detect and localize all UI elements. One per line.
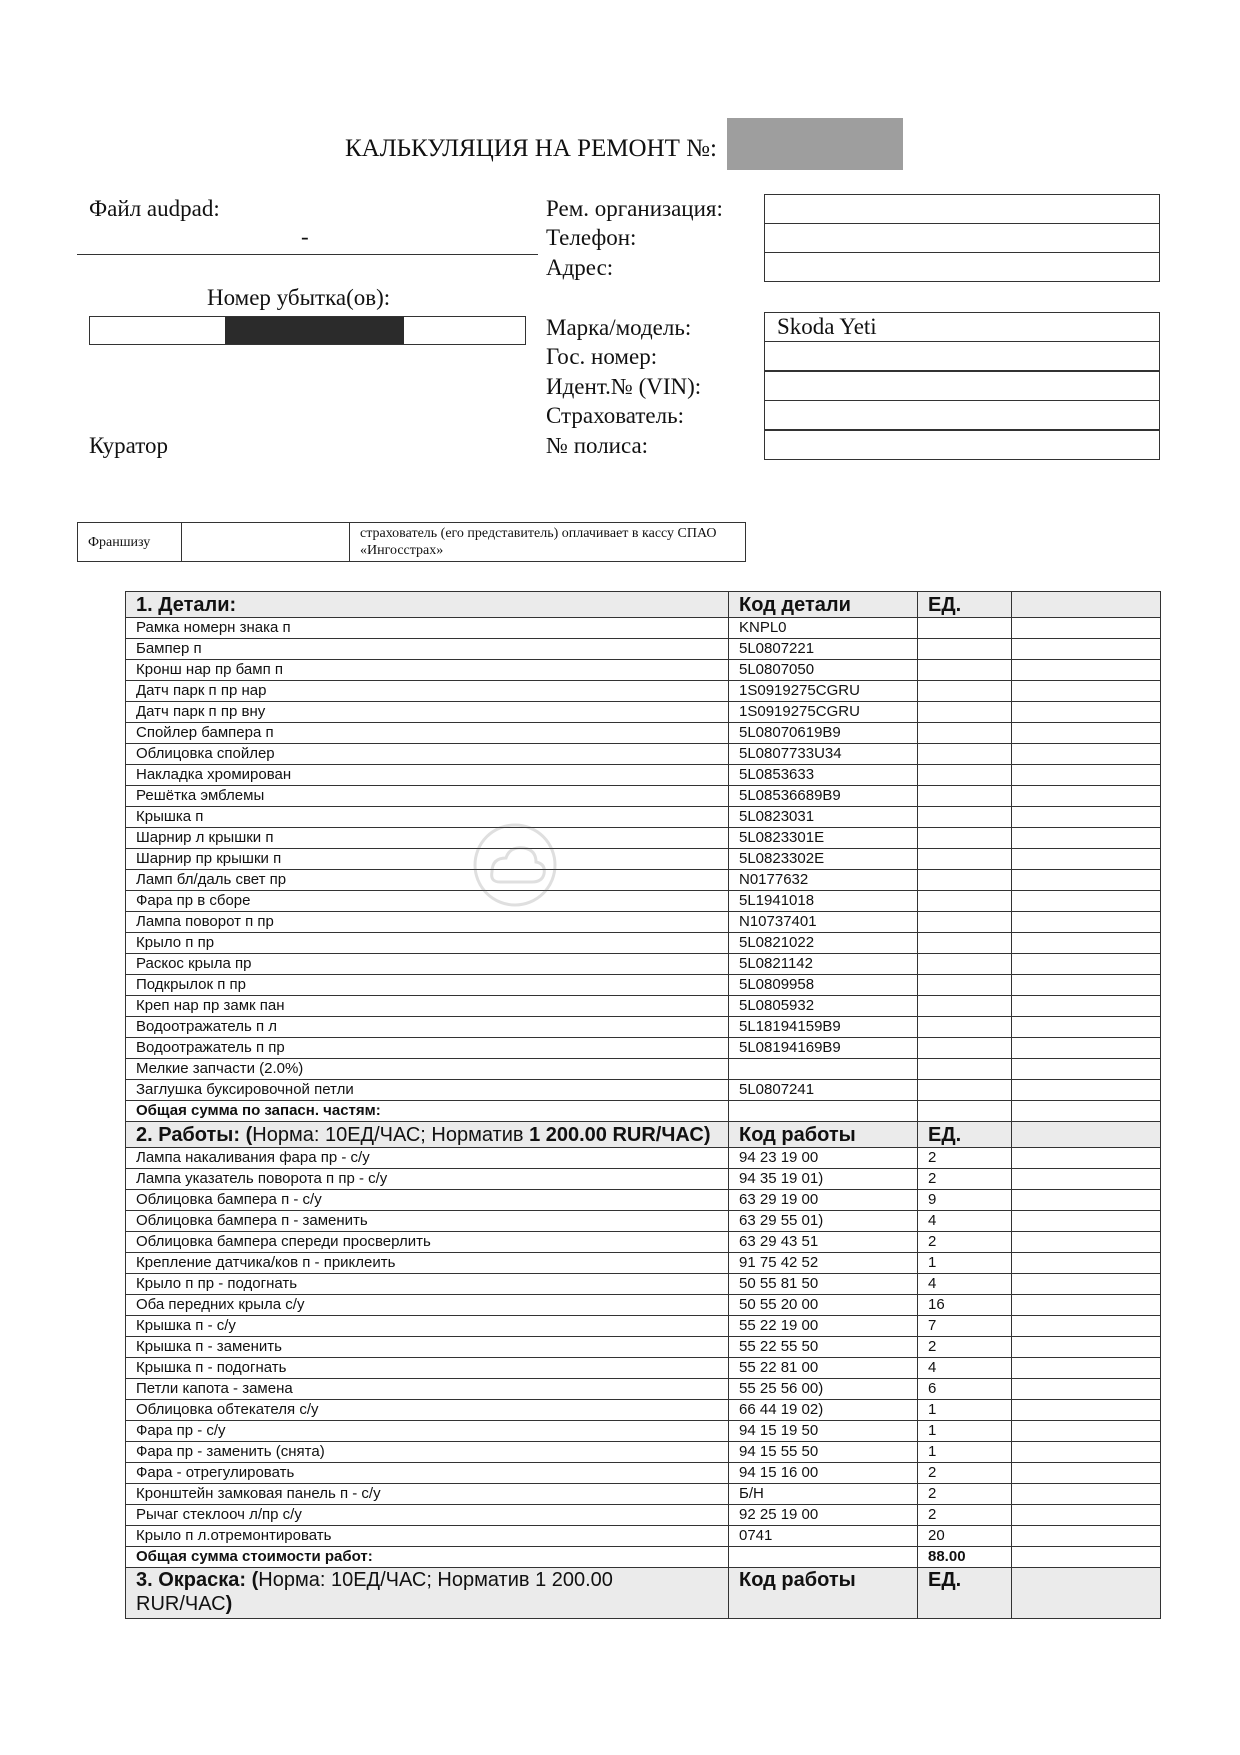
part-code: 5L0823301E [729,828,918,849]
work-units: 16 [918,1295,1012,1316]
work-code: 55 25 56 00) [729,1379,918,1400]
works-total-value: 88.00 [918,1547,1012,1568]
parts-total-label: Общая сумма по запасн. частям: [126,1101,729,1122]
work-code: 50 55 20 00 [729,1295,918,1316]
work-units: 2 [918,1148,1012,1169]
part-name: Рамка номерн знака п [126,618,729,639]
table-row [126,1274,1161,1295]
table-row [126,1442,1161,1463]
work-name: Оба передних крыла с/у [126,1295,729,1316]
parts-code-header: Код детали [729,592,918,618]
works-total-extra [1012,1547,1161,1568]
work-code: 66 44 19 02) [729,1400,918,1421]
part-code: 5L1941018 [729,891,918,912]
policyholder-label: Страхователь: [546,403,684,428]
part-name: Кронш нар пр бамп п [126,660,729,681]
work-name: Крышка п - заменить [126,1337,729,1358]
make-model-value: Skoda Yeti [777,314,877,339]
part-code: 5L0823302E [729,849,918,870]
part-extra [1012,702,1161,723]
work-extra [1012,1169,1161,1190]
part-code: 5L0805932 [729,996,918,1017]
calculation-table [125,591,1161,1619]
table-row [126,1505,1161,1526]
part-name: Бампер п [126,639,729,660]
parts-total-units [918,1101,1012,1122]
part-units [918,912,1012,933]
works-total-label: Общая сумма стоимости работ: [126,1547,729,1568]
work-name: Облицовка бампера п - заменить [126,1211,729,1232]
paint-norm: Норма: 10ЕД/ЧАС; Норматив [258,1569,536,1591]
claim-number-redaction [225,317,404,344]
part-units [918,954,1012,975]
table-row [126,765,1161,786]
paint-heading: 3. Окраска: ( [136,1569,259,1591]
table-row [126,618,1161,639]
paint-close: ) [225,1593,233,1615]
work-code: 55 22 55 50 [729,1337,918,1358]
table-row [126,723,1161,744]
work-extra [1012,1295,1161,1316]
part-name: Креп нар пр замк пан [126,996,729,1017]
work-name: Крышка п - с/у [126,1316,729,1337]
work-code: 94 35 19 01) [729,1169,918,1190]
work-units: 1 [918,1400,1012,1421]
work-extra [1012,1274,1161,1295]
part-extra [1012,891,1161,912]
part-name: Спойлер бампера п [126,723,729,744]
repair-org-field [764,194,1160,224]
work-units: 2 [918,1337,1012,1358]
part-units [918,618,1012,639]
table-row [126,996,1161,1017]
works-close: ) [703,1123,711,1146]
part-units [918,681,1012,702]
part-name: Облицовка спойлер [126,744,729,765]
paint-rate-unit: RUR/ЧАС [136,1593,226,1615]
table-row [126,1400,1161,1421]
work-units: 9 [918,1190,1012,1211]
part-extra [1012,975,1161,996]
part-units [918,1017,1012,1038]
table-row [126,1080,1161,1101]
part-extra [1012,912,1161,933]
work-units: 6 [918,1379,1012,1400]
table-row [126,1526,1161,1547]
table-row [126,1421,1161,1442]
part-extra [1012,849,1161,870]
work-code: 50 55 81 50 [729,1274,918,1295]
table-row [126,1232,1161,1253]
part-code: 5L0823031 [729,807,918,828]
work-name: Крыло п л.отремонтировать [126,1526,729,1547]
paint-code-header: Код работы [729,1568,918,1619]
part-extra [1012,723,1161,744]
part-code: 5L0853633 [729,765,918,786]
work-extra [1012,1190,1161,1211]
file-value: - [301,224,309,249]
part-units [918,849,1012,870]
part-name: Заглушка буксировочной петли [126,1080,729,1101]
parts-header-row [126,592,1161,618]
work-units: 4 [918,1274,1012,1295]
work-name: Облицовка бампера спереди просверлить [126,1232,729,1253]
part-units [918,702,1012,723]
part-code: N10737401 [729,912,918,933]
work-code: 63 29 19 00 [729,1190,918,1211]
part-extra [1012,807,1161,828]
part-extra [1012,1038,1161,1059]
part-units [918,1038,1012,1059]
table-row [126,1484,1161,1505]
part-units [918,786,1012,807]
parts-extra-header [1012,592,1161,618]
table-row [126,870,1161,891]
part-code: 5L0821022 [729,933,918,954]
part-name: Водоотражатель п л [126,1017,729,1038]
parts-total-row [126,1101,1161,1122]
work-extra [1012,1148,1161,1169]
parts-heading: 1. Детали: [126,592,729,618]
parts-total-code [729,1101,918,1122]
paint-extra-header [1012,1568,1161,1619]
part-units [918,891,1012,912]
part-code [729,1059,918,1080]
table-row [126,1463,1161,1484]
table-row [126,891,1161,912]
part-name: Фара пр в сборе [126,891,729,912]
work-units: 2 [918,1169,1012,1190]
make-model-field [764,312,1160,342]
part-units [918,807,1012,828]
redacted-number [727,118,903,170]
work-name: Лампа указатель поворота п пр - с/у [126,1169,729,1190]
table-row [126,1059,1161,1080]
part-name: Водоотражатель п пр [126,1038,729,1059]
table-row [126,1017,1161,1038]
table-row [126,807,1161,828]
work-extra [1012,1232,1161,1253]
part-code: 5L08194169B9 [729,1038,918,1059]
part-units [918,660,1012,681]
table-row [126,1169,1161,1190]
paint-header-row [126,1568,1161,1619]
table-row [126,1148,1161,1169]
part-extra [1012,660,1161,681]
part-code: 5L0821142 [729,954,918,975]
file-underline [77,254,538,255]
part-name: Мелкие запчасти (2.0%) [126,1059,729,1080]
work-extra [1012,1400,1161,1421]
part-code: 5L0809958 [729,975,918,996]
work-name: Кронштейн замковая панель п - с/у [126,1484,729,1505]
work-code: 63 29 55 01) [729,1211,918,1232]
work-extra [1012,1211,1161,1232]
table-row [126,639,1161,660]
part-name: Подкрылок п пр [126,975,729,996]
curator-label: Куратор [89,433,168,458]
part-code: 5L18194159B9 [729,1017,918,1038]
part-name: Крыло п пр [126,933,729,954]
part-code: 5L0807733U34 [729,744,918,765]
table-row [126,744,1161,765]
work-extra [1012,1442,1161,1463]
works-code-header: Код работы [729,1122,918,1148]
part-extra [1012,996,1161,1017]
part-code: N0177632 [729,870,918,891]
file-label: Файл audpad: [89,196,220,221]
part-name: Датч парк п пр нар [126,681,729,702]
document-title: КАЛЬКУЛЯЦИЯ НА РЕМОНТ №: [345,135,717,162]
table-row [126,1038,1161,1059]
part-code: 5L08070619B9 [729,723,918,744]
work-code: 55 22 81 00 [729,1358,918,1379]
paint-rate: 1 200.00 [535,1569,613,1591]
table-row [126,1316,1161,1337]
part-name: Раскос крыла пр [126,954,729,975]
work-code: 94 15 55 50 [729,1442,918,1463]
part-extra [1012,765,1161,786]
work-name: Крепление датчика/ков п - приклеить [126,1253,729,1274]
part-units [918,723,1012,744]
franchise-table [77,522,746,562]
table-row [126,1295,1161,1316]
address-field [764,252,1160,282]
table-row [126,1253,1161,1274]
work-units: 4 [918,1358,1012,1379]
part-extra [1012,639,1161,660]
part-name: Лампа поворот п пр [126,912,729,933]
policy-number-label: № полиса: [546,433,649,458]
table-row [126,1358,1161,1379]
vin-label: Идент.№ (VIN): [546,374,702,399]
part-extra [1012,1059,1161,1080]
part-extra [1012,1080,1161,1101]
work-name: Облицовка обтекателя с/у [126,1400,729,1421]
work-name: Петли капота - замена [126,1379,729,1400]
works-header-row [126,1122,1161,1148]
works-unit-header: ЕД. [918,1122,1012,1148]
part-code: 5L0807050 [729,660,918,681]
part-units [918,639,1012,660]
work-extra [1012,1484,1161,1505]
work-code: 94 15 19 50 [729,1421,918,1442]
table-row [126,681,1161,702]
part-name: Накладка хромирован [126,765,729,786]
works-rate: 1 200.00 RUR/ЧАС [529,1123,704,1146]
part-code: 5L08536689B9 [729,786,918,807]
paint-heading-cell [126,1568,729,1619]
part-extra [1012,618,1161,639]
part-extra [1012,933,1161,954]
work-code: 92 25 19 00 [729,1505,918,1526]
work-extra [1012,1337,1161,1358]
part-code: KNPL0 [729,618,918,639]
table-row [126,933,1161,954]
works-heading-cell [126,1122,729,1148]
policyholder-field [764,400,1160,430]
part-code: 1S0919275CGRU [729,702,918,723]
work-units: 1 [918,1421,1012,1442]
works-norm: Норма: 10ЕД/ЧАС; Норматив [252,1123,530,1146]
part-extra [1012,744,1161,765]
work-units: 1 [918,1442,1012,1463]
repair-org-label: Рем. организация: [546,196,723,221]
work-name: Лампа накаливания фара пр - с/у [126,1148,729,1169]
table-row [126,1190,1161,1211]
work-extra [1012,1379,1161,1400]
work-extra [1012,1505,1161,1526]
work-code: 94 15 16 00 [729,1463,918,1484]
phone-field [764,223,1160,253]
part-units [918,975,1012,996]
work-units: 4 [918,1211,1012,1232]
part-code: 1S0919275CGRU [729,681,918,702]
works-total-code [729,1547,918,1568]
part-units [918,933,1012,954]
table-row [126,849,1161,870]
part-extra [1012,1017,1161,1038]
work-name: Фара - отрегулировать [126,1463,729,1484]
work-units: 2 [918,1463,1012,1484]
address-label: Адрес: [546,255,614,280]
part-name: Ламп бл/даль свет пр [126,870,729,891]
table-row [126,660,1161,681]
policy-number-field [764,430,1160,460]
work-units: 2 [918,1484,1012,1505]
work-code: 55 22 19 00 [729,1316,918,1337]
work-units: 20 [918,1526,1012,1547]
work-units: 7 [918,1316,1012,1337]
part-extra [1012,786,1161,807]
work-code: 0741 [729,1526,918,1547]
parts-total-extra [1012,1101,1161,1122]
part-units [918,744,1012,765]
work-extra [1012,1526,1161,1547]
table-row [126,702,1161,723]
part-name: Шарнир пр крышки п [126,849,729,870]
work-extra [1012,1358,1161,1379]
work-code: Б/Н [729,1484,918,1505]
vin-field [764,371,1160,401]
part-name: Датч парк п пр вну [126,702,729,723]
part-extra [1012,828,1161,849]
work-extra [1012,1316,1161,1337]
part-code: 5L0807241 [729,1080,918,1101]
table-row [126,786,1161,807]
work-code: 63 29 43 51 [729,1232,918,1253]
work-extra [1012,1463,1161,1484]
work-code: 94 23 19 00 [729,1148,918,1169]
part-units [918,870,1012,891]
work-extra [1012,1421,1161,1442]
franchise-value [182,523,350,562]
claim-label: Номер убытка(ов): [207,285,391,310]
phone-label: Телефон: [546,225,637,250]
work-units: 2 [918,1505,1012,1526]
work-name: Фара пр - с/у [126,1421,729,1442]
work-name: Облицовка бампера п - с/у [126,1190,729,1211]
work-name: Крышка п - подогнать [126,1358,729,1379]
table-row [126,912,1161,933]
works-total-row [126,1547,1161,1568]
part-units [918,996,1012,1017]
table-row [126,954,1161,975]
work-units: 2 [918,1232,1012,1253]
part-extra [1012,681,1161,702]
part-units [918,828,1012,849]
work-units: 1 [918,1253,1012,1274]
work-name: Крыло п пр - подогнать [126,1274,729,1295]
part-units [918,1080,1012,1101]
franchise-label: Франшизу [78,523,182,562]
work-name: Рычаг стеклооч л/пр с/у [126,1505,729,1526]
part-code: 5L0807221 [729,639,918,660]
calculation-table-body [126,592,1161,1619]
table-row [126,1337,1161,1358]
works-heading: 2. Работы: ( [136,1123,253,1146]
table-row [126,975,1161,996]
franchise-note: страхователь (его представитель) оплачивает в кассу СПАО «Ингосстрах» [350,523,746,562]
part-extra [1012,870,1161,891]
part-name: Решётка эмблемы [126,786,729,807]
work-code: 91 75 42 52 [729,1253,918,1274]
part-extra [1012,954,1161,975]
part-units [918,1059,1012,1080]
part-name: Шарнир л крышки п [126,828,729,849]
work-extra [1012,1253,1161,1274]
table-row [126,1211,1161,1232]
part-units [918,765,1012,786]
plate-field [764,341,1160,371]
plate-label: Гос. номер: [546,344,658,369]
table-row [126,1379,1161,1400]
paint-unit-header: ЕД. [918,1568,1012,1619]
part-name: Крышка п [126,807,729,828]
parts-unit-header: ЕД. [918,592,1012,618]
works-extra-header [1012,1122,1161,1148]
work-name: Фара пр - заменить (снята) [126,1442,729,1463]
make-model-label: Марка/модель: [546,315,692,340]
table-row [126,828,1161,849]
